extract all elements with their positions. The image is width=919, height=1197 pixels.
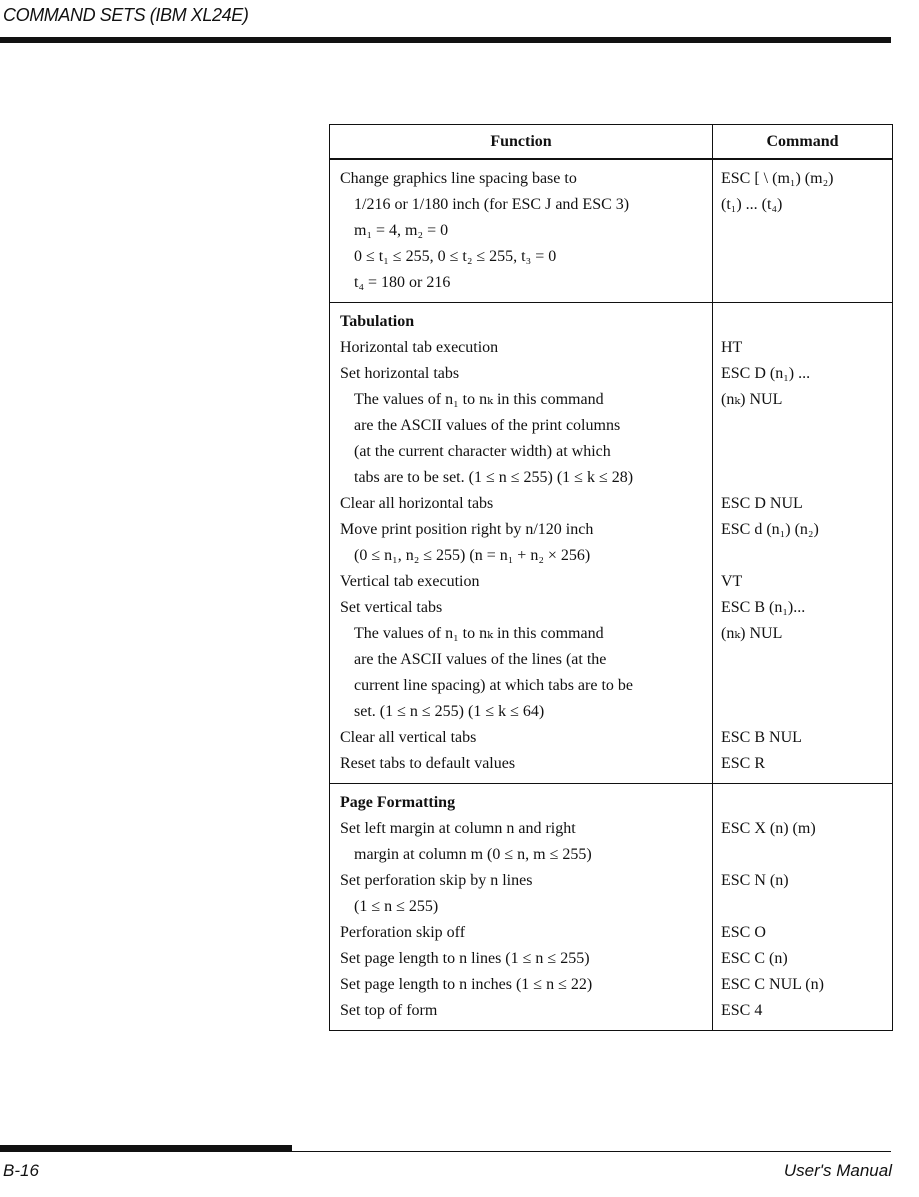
function-text: Change graphics line spacing base to	[340, 170, 577, 187]
command-cell	[713, 784, 893, 1031]
function-text: (at the current character width) at which	[354, 443, 611, 460]
function-text: Clear all horizontal tabs	[340, 495, 494, 512]
command-text	[721, 673, 886, 699]
function-cell	[330, 303, 713, 784]
command-text: ESC C (n)	[721, 950, 788, 967]
function-text: The values of n₁ to nₖ in this command	[354, 391, 604, 408]
function-text: tabs are to be set. (1 ≤ n ≤ 255) (1 ≤ k ≤ 28)	[354, 469, 634, 486]
function-text: are the ASCII values of the print columns	[354, 417, 621, 434]
command-column-header: Command	[766, 132, 839, 150]
function-text: 0 ≤ t₁ ≤ 255, 0 ≤ t₂ ≤ 255, t₃ = 0	[354, 248, 557, 265]
command-text: ESC D (n₁) ...	[721, 365, 811, 382]
table-body	[330, 159, 893, 1031]
function-text: margin at column m (0 ≤ n, m ≤ 255)	[354, 846, 592, 863]
function-cell	[330, 159, 713, 303]
function-text: m₁ = 4, m₂ = 0	[354, 222, 449, 239]
command-spacer	[721, 309, 886, 335]
function-text: Set top of form	[340, 1002, 438, 1019]
command-text: ESC N (n)	[721, 872, 789, 889]
section-row	[330, 784, 893, 1031]
command-text	[721, 543, 886, 569]
command-text: HT	[721, 339, 743, 356]
command-cell	[713, 303, 893, 784]
command-text: ESC [ \ (m₁) (m₂)	[721, 170, 834, 187]
command-text: ESC 4	[721, 1002, 763, 1019]
command-table	[329, 124, 893, 1031]
function-text: are the ASCII values of the lines (at the	[354, 651, 607, 668]
command-text: VT	[721, 573, 743, 590]
command-text	[721, 218, 886, 244]
table-header-row	[330, 125, 893, 160]
function-cell	[330, 784, 713, 1031]
command-text	[721, 699, 886, 725]
header-rule	[0, 37, 891, 43]
section-title: Page Formatting	[340, 794, 456, 811]
command-text: (nₖ) NUL	[721, 391, 783, 408]
command-text: ESC B NUL	[721, 729, 802, 746]
function-text: Reset tabs to default values	[340, 755, 516, 772]
command-text: ESC C NUL (n)	[721, 976, 824, 993]
function-text: Move print position right by n/120 inch	[340, 521, 594, 538]
command-text	[721, 894, 886, 920]
page-number: B-16	[3, 1161, 39, 1180]
command-text: ESC B (n₁)...	[721, 599, 806, 616]
footer-rule-thick	[0, 1145, 292, 1152]
section-row	[330, 303, 893, 784]
command-text	[721, 244, 886, 270]
section-title: Tabulation	[340, 313, 415, 330]
function-text: current line spacing) at which tabs are to be	[354, 677, 633, 694]
function-text: (0 ≤ n₁, n₂ ≤ 255) (n = n₁ + n₂ × 256)	[354, 547, 591, 564]
command-text: ESC d (n₁) (n₂)	[721, 521, 819, 538]
section-row	[330, 159, 893, 303]
function-text: The values of n₁ to nₖ in this command	[354, 625, 604, 642]
function-text: Set page length to n lines (1 ≤ n ≤ 255)	[340, 950, 590, 967]
function-text: 1/216 or 1/180 inch (for ESC J and ESC 3)	[354, 196, 630, 213]
function-text: Set vertical tabs	[340, 599, 443, 616]
command-cell	[713, 159, 893, 303]
command-text	[721, 413, 886, 439]
command-text: ESC O	[721, 924, 766, 941]
function-text: (1 ≤ n ≤ 255)	[354, 898, 439, 915]
command-text	[721, 647, 886, 673]
function-text: t₄ = 180 or 216	[354, 274, 451, 291]
command-text: ESC X (n) (m)	[721, 820, 816, 837]
function-text: Set perforation skip by n lines	[340, 872, 533, 889]
function-text: Set page length to n inches (1 ≤ n ≤ 22)	[340, 976, 593, 993]
function-column-header: Function	[330, 125, 713, 160]
command-text: (nₖ) NUL	[721, 625, 783, 642]
command-text	[721, 842, 886, 868]
command-text: (t₁) ... (t₄)	[721, 196, 783, 213]
function-text: Horizontal tab execution	[340, 339, 499, 356]
command-text: ESC R	[721, 755, 766, 772]
function-text: set. (1 ≤ n ≤ 255) (1 ≤ k ≤ 64)	[354, 703, 545, 720]
function-text: Perforation skip off	[340, 924, 466, 941]
function-text: Set horizontal tabs	[340, 365, 460, 382]
command-text	[721, 465, 886, 491]
command-text	[721, 439, 886, 465]
command-text: ESC D NUL	[721, 495, 803, 512]
function-text: Set left margin at column n and right	[340, 820, 576, 837]
command-spacer	[721, 790, 886, 816]
command-text	[721, 270, 886, 296]
function-text: Clear all vertical tabs	[340, 729, 477, 746]
running-header-title: COMMAND SETS (IBM XL24E)	[3, 5, 249, 25]
function-text: Vertical tab execution	[340, 573, 480, 590]
manual-title: User's Manual	[783, 1161, 892, 1180]
footer-rule-thin	[292, 1151, 891, 1152]
